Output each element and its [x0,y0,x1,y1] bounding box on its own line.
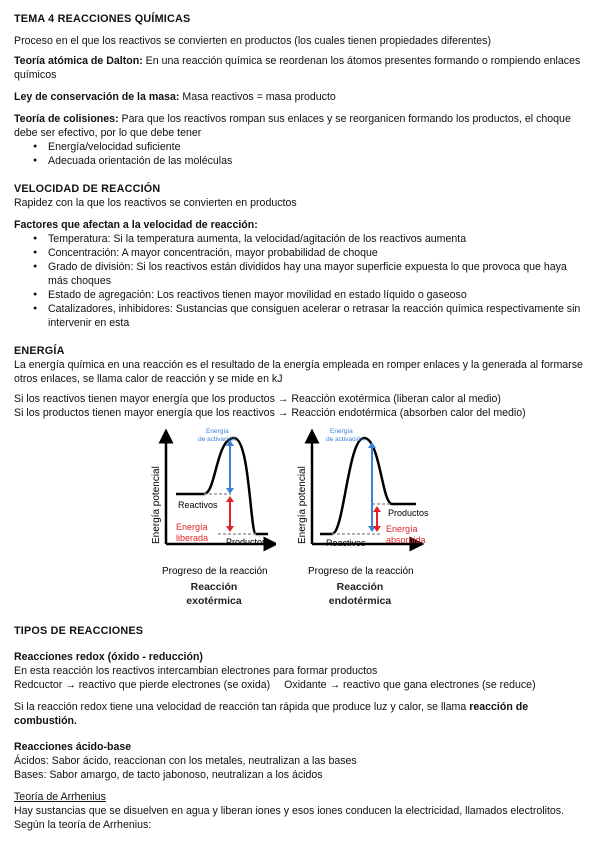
acidos-text: Ácidos: Sabor ácido, reaccionan con los metales, neutralizan a las bases [14,755,357,767]
colisiones-term: Teoría de colisiones: [14,113,119,125]
colisiones-paragraph [14,112,588,140]
combustion-paragraph: Si la reacción redox tiene una velocidad de reacción tan rápida que produce luz y calor, se llama reacción de combustión. [14,701,529,727]
velocidad-heading: VELOCIDAD DE REACCIÓN [14,183,161,195]
combustion-term: reacción de combustión. [14,701,529,727]
masa-term: Ley de conservación de la masa: [14,91,180,103]
list-item: ● Grado de división: Si los reactivos están divididos hay una mayor superficie expuesta lo que provoca que haya más choques [48,260,588,288]
list-item: ● Temperatura: Si la temperatura aumenta, la velocidad/agitación de los reactivos aumenta [48,232,588,246]
energia-text: La energía química en una reacción es el resultado de la energía empleada en romper enlaces y la generada al formarse otros enlaces, se llama calor de reacción y se mide en kJ [14,359,583,385]
exothermic-diagram [146,424,276,608]
reaction-curve [176,438,268,534]
redox-roles [14,678,588,692]
list-item: ● Energía/velocidad suficiente [48,140,588,154]
y-axis-label: Energía potencial [297,466,308,544]
list-item: ● Catalizadores, inhibidores: Sustancias que consiguen acelerar o retrasar la reacción química respectivamente sin intervenir en esta [48,302,588,330]
reactants-label: Reactivos [326,538,366,548]
acido-base-title: Reacciones ácido-base [14,741,132,753]
masa-paragraph [14,90,588,104]
tipos-heading: TIPOS DE REACCIONES [14,625,144,637]
endo-caption: Reacción endotérmica [328,581,392,607]
colisiones-list [14,140,588,168]
list-item: ● Estado de agregación: Los reactivos tienen mayor movilidad en estado líquido o gaseoso [48,288,588,302]
energy-diagrams [14,424,588,608]
endothermic-diagram [292,424,432,608]
masa-text: Masa reactivos = masa producto [179,91,336,103]
velocidad-text: Rapidez con la que los reactivos se convierten en productos [14,197,297,209]
products-label: Productos [226,537,267,547]
absorbed-label: Energía absorbida [386,524,426,545]
redox-text: En esta reacción los reactivos intercambian electrones para formar productos [14,665,378,677]
colisiones-text: Para que los reactivos rompan sus enlaces y se reorganicen formando los productos, el choque debe ser efectivo, por lo que debe tener [14,113,571,139]
reactants-label: Reactivos [178,500,218,510]
list-item: ● Adecuada orientación de las moléculas [48,154,588,168]
document-title: TEMA 4 REACCIONES QUÍMICAS [14,13,191,25]
redox-title: Reacciones redox (óxido - reducción) [14,651,203,663]
exo-line: Si los reactivos tienen mayor energía que los productos → Reacción exotérmica (liberan calor al medio) [14,393,501,405]
activation-label: Energía de activación [326,428,364,443]
arrhenius-text: Hay sustancias que se disuelven en agua y liberan iones y esos iones conducen la electricidad, llamados electrolitos. Según la teoría de Arrhenius: [14,805,565,831]
intro-paragraph: Proceso en el que los reactivos se convierten en productos (los cuales tienen propiedades diferentes) [14,35,491,47]
reductor-text: Redcuctor → reactivo que pierde electrones (se oxida) [14,679,271,691]
dalton-text: En una reacción química se reordenan los átomos presentes formando o rompiendo enlaces químicos [14,55,581,81]
arrhenius-title: Teoría de Arrhenius [14,791,106,803]
reaction-curve [320,438,416,534]
dalton-term: Teoría atómica de Dalton: [14,55,143,67]
list-item: ● Concentración: A mayor concentración, mayor probabilidad de choque [48,246,588,260]
factores-list [14,232,588,330]
dalton-paragraph [14,54,588,82]
y-axis-label: Energía potencial [151,466,162,544]
released-label: Energía liberada [176,522,209,543]
x-axis-label: Progreso de la reacción [308,566,414,577]
energia-heading: ENERGÍA [14,345,65,357]
exo-caption: Reacción exotérmica [186,581,242,607]
x-axis-label: Progreso de la reacción [162,566,268,577]
factores-title: Factores que afectan a la velocidad de reacción: [14,219,258,231]
products-label: Productos [388,508,429,518]
activation-label: Energía de activación [198,428,236,443]
endo-line: Si los productos tienen mayor energía que los reactivos → Reacción endotérmica (absorben calor del medio) [14,407,526,419]
bases-text: Bases: Sabor amargo, de tacto jabonoso, neutralizan a los ácidos [14,769,323,781]
oxidante-text: Oxidante → reactivo que gana electrones (se reduce) [284,679,536,691]
document-page [14,12,588,832]
